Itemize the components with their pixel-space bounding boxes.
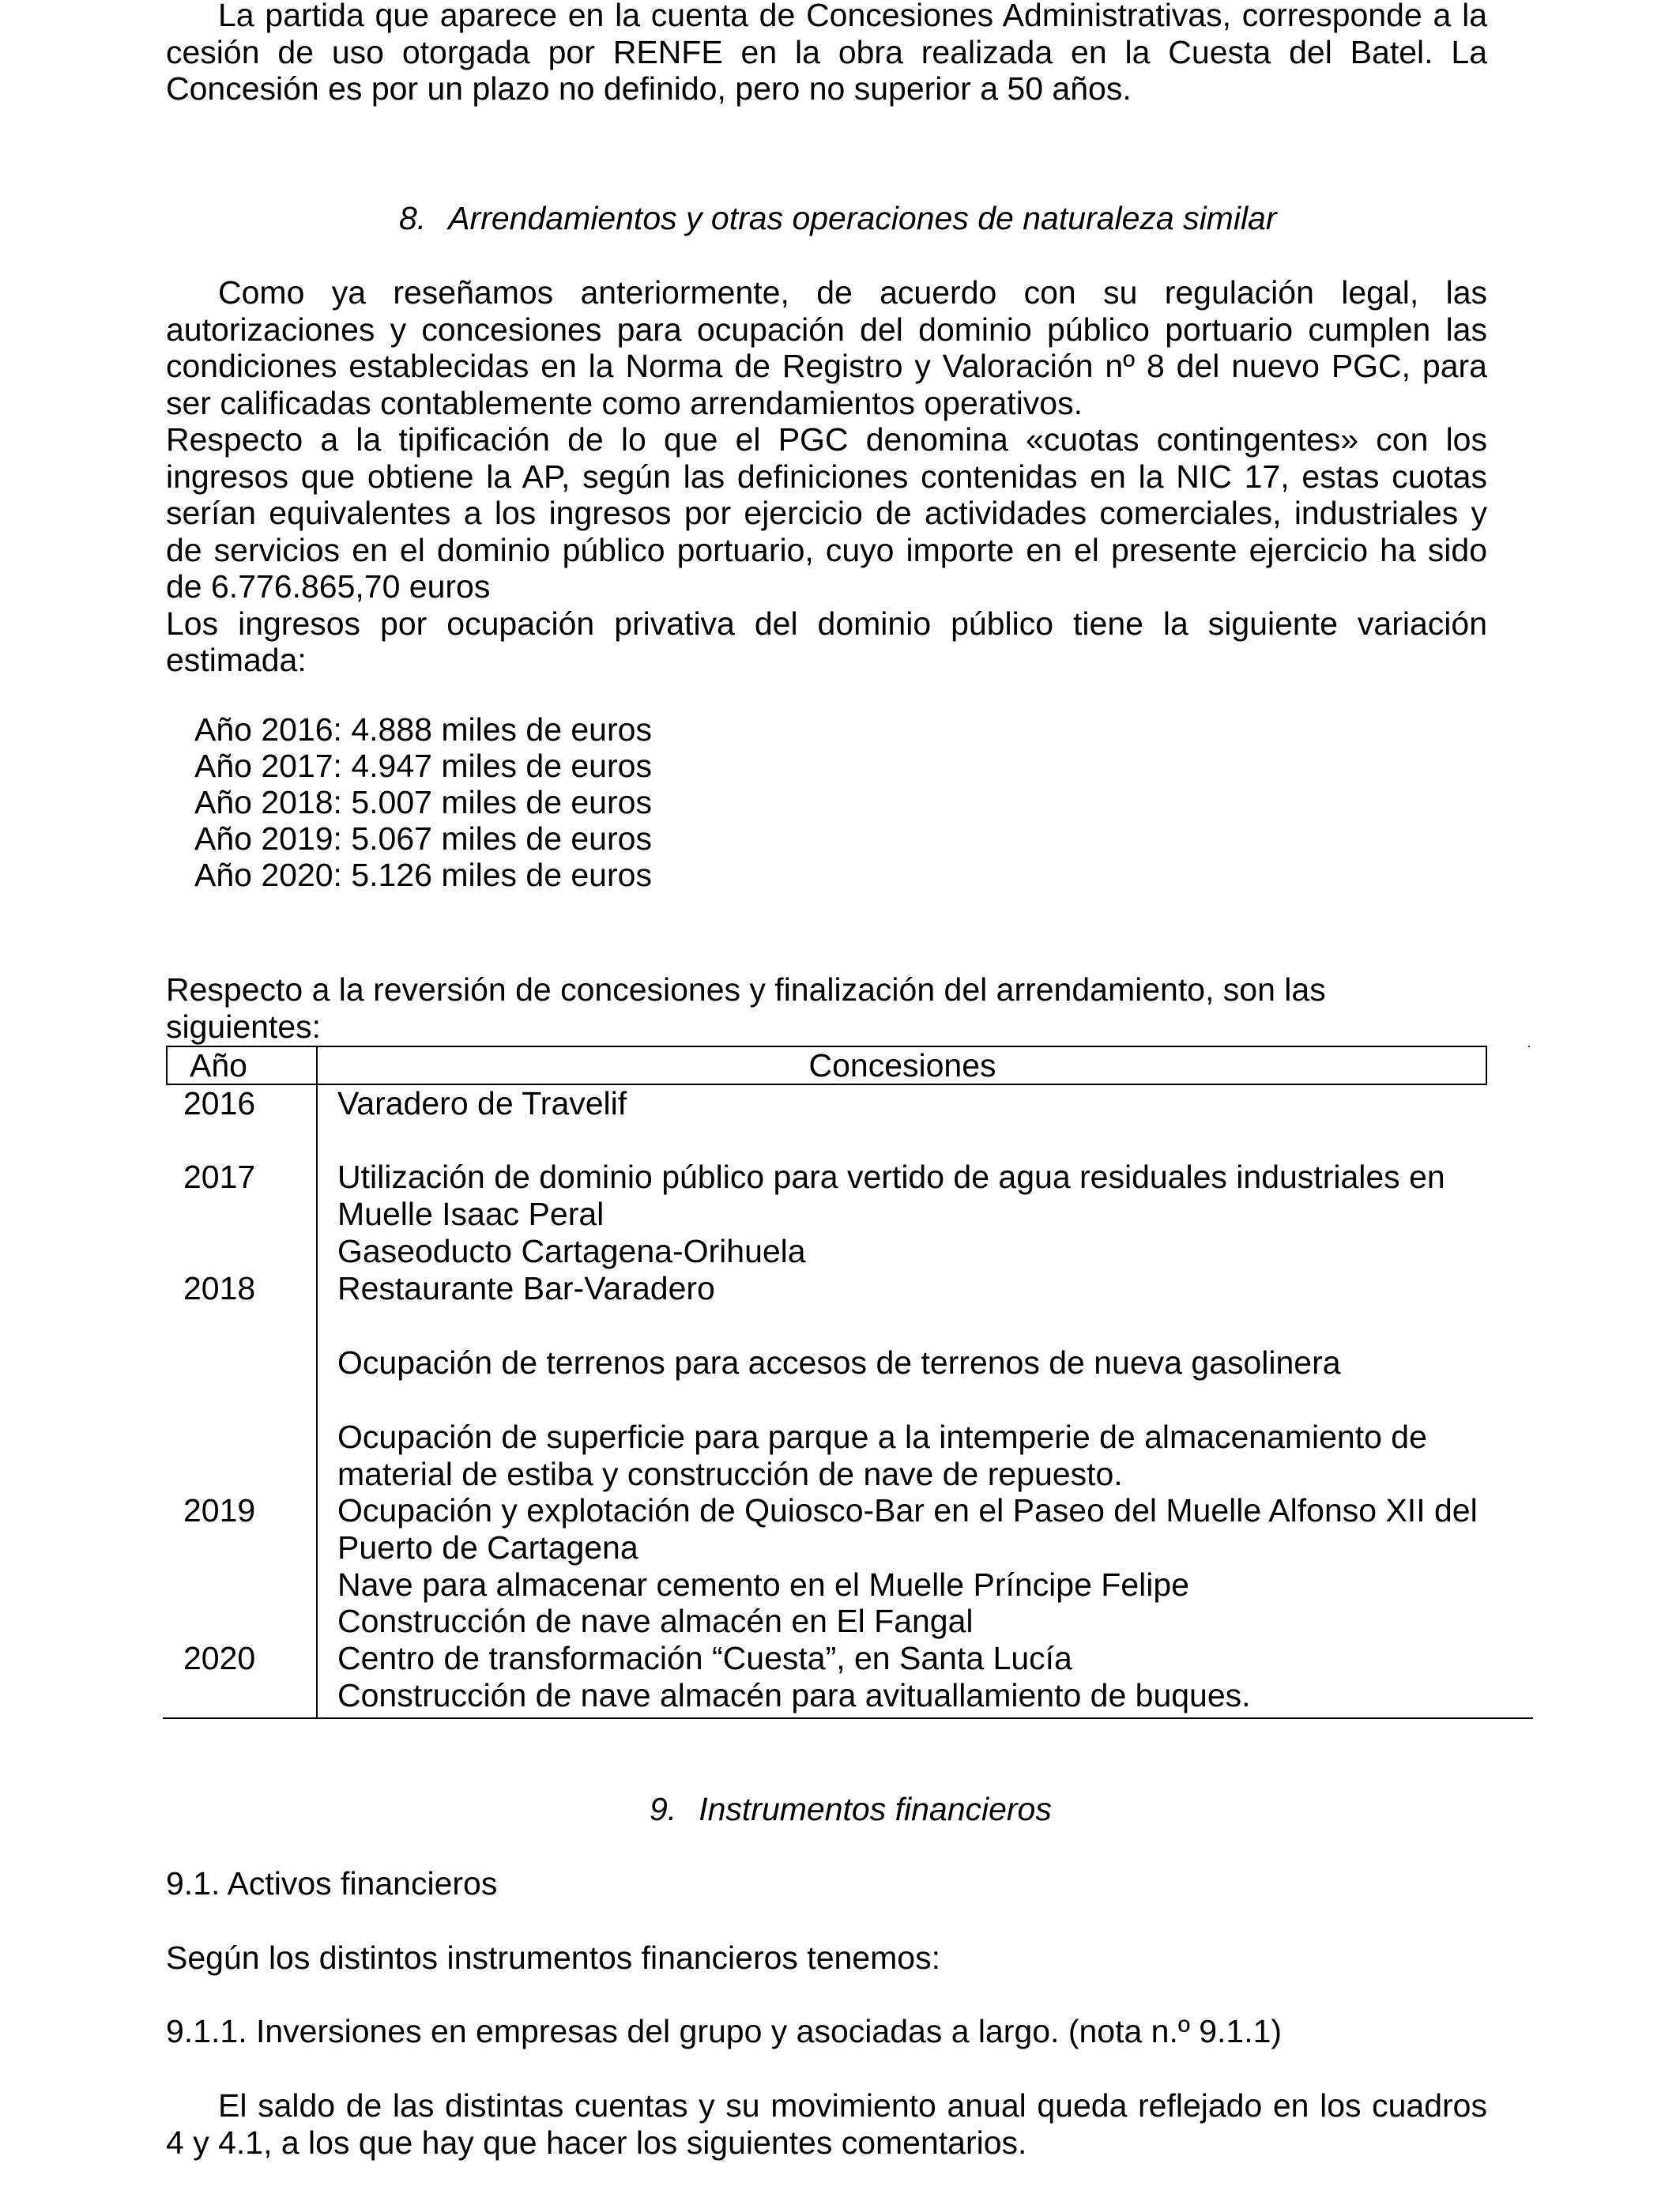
reversion-intro: Respecto a la reversión de concesiones y finalización del arrendamiento, son las siguientes: xyxy=(166,971,1326,1045)
estimate-item: Año 2018: 5.007 miles de euros xyxy=(194,784,652,820)
concession-line: Construcción de nave almacén para avituallamiento de buques. xyxy=(337,1677,1251,1713)
concession-line: Varadero de Travelif xyxy=(337,1085,627,1122)
section-8-heading xyxy=(399,200,1277,237)
concession-line: Ocupación y explotación de Quiosco-Bar en el Paseo del Muelle Alfonso XII del xyxy=(337,1492,1478,1529)
column-divider xyxy=(316,1046,318,1719)
table-year-cell: 2019 xyxy=(183,1492,256,1529)
section-9-heading xyxy=(650,1791,1052,1828)
paragraph-private-occupation: Los ingresos por ocupación privativa del dominio público tiene la siguiente variación estimada: xyxy=(166,605,1487,678)
concession-line: Muelle Isaac Peral xyxy=(337,1196,605,1232)
intro-line: La partida que aparece en la cuenta de Concesiones Administrativas, corresponde a la xyxy=(218,0,1487,33)
table-year-cell: 2017 xyxy=(183,1159,256,1195)
section-9-title: Instrumentos financieros xyxy=(699,1791,1052,1827)
estimates-list xyxy=(194,711,652,893)
section-8-number: 8. xyxy=(399,200,427,236)
closing-paragraph: El saldo de las distintas cuentas y su movimiento anual queda reflejado en los cuadros 4 y 4.1, a los que hay que hacer los siguientes comentarios. xyxy=(166,2087,1487,2161)
concession-line: material de estiba y construcción de nave de repuesto. xyxy=(337,1456,1123,1492)
paragraph-contingent-fees: Respecto a la tipificación de lo que el PGC denomina «cuotas contingentes» con los ingresos que obtiene la AP, según las definiciones contenidas en la NIC 17, estas cuotas serían equivalentes a los ingresos por ejercicio de actividades comerciales, industriales y de servicios en el dominio público portuario, cuyo importe en el presente ejercicio ha sido de 6.776.865,70 euros xyxy=(166,421,1487,605)
concession-line: Restaurante Bar-Varadero xyxy=(337,1270,715,1306)
table-year-cell: 2018 xyxy=(183,1270,256,1306)
concession-line: Gaseoducto Cartagena-Orihuela xyxy=(337,1233,806,1269)
concessions-table xyxy=(166,1046,1533,1719)
intro-line: Concesión es por un plazo no definido, pero no superior a 50 años. xyxy=(166,70,1132,107)
table-corner-mark xyxy=(1528,1046,1530,1047)
section-8-title: Arrendamientos y otras operaciones de naturaleza similar xyxy=(448,200,1277,236)
table-year-cell: 2016 xyxy=(183,1085,256,1122)
intro-line: cesión de uso otorgada por RENFE en la obra realizada en la Cuesta del Batel. La xyxy=(166,33,1487,70)
subsection-9-1: 9.1. Activos financieros xyxy=(166,1865,498,1902)
estimate-item: Año 2019: 5.067 miles de euros xyxy=(194,820,652,857)
header-year: Año xyxy=(190,1047,247,1084)
concession-line: Utilización de dominio público para vertido de agua residuales industriales en xyxy=(337,1159,1445,1195)
concession-line: Centro de transformación “Cuesta”, en Santa Lucía xyxy=(337,1640,1072,1676)
section-8-body xyxy=(166,274,1487,679)
concession-line: Ocupación de superficie para parque a la intemperie de almacenamiento de xyxy=(337,1419,1427,1455)
concession-line: Nave para almacenar cemento en el Muelle Príncipe Felipe xyxy=(337,1566,1189,1603)
table-year-cell: 2020 xyxy=(183,1640,256,1676)
concession-line: Ocupación de terrenos para accesos de terrenos de nueva gasolinera xyxy=(337,1344,1341,1381)
estimate-item: Año 2020: 5.126 miles de euros xyxy=(194,857,652,893)
concession-line: Construcción de nave almacén en El Fangal xyxy=(337,1603,974,1639)
estimate-item: Año 2016: 4.888 miles de euros xyxy=(194,711,652,748)
section-9-intro: Según los distintos instrumentos financieros tenemos: xyxy=(166,1940,940,1976)
concession-line: Puerto de Cartagena xyxy=(337,1529,638,1566)
estimate-item: Año 2017: 4.947 miles de euros xyxy=(194,748,652,784)
paragraph-operating-leases: Como ya reseñamos anteriormente, de acuerdo con su regulación legal, las autorizaciones y concesiones para ocupación del dominio público portuario cumplen las condiciones establecidas en la Norma de Registro y Valoración nº 8 del nuevo PGC, para ser calificadas contablemente como arrendamientos operativos. xyxy=(166,274,1487,421)
header-concessions: Concesiones xyxy=(808,1047,996,1084)
intro-paragraph xyxy=(166,0,1487,107)
subsection-9-1-1: 9.1.1. Inversiones en empresas del grupo y asociadas a largo. (nota n.º 9.1.1) xyxy=(166,2013,1283,2049)
table-bottom-rule xyxy=(163,1717,1533,1719)
section-9-number: 9. xyxy=(650,1791,677,1827)
